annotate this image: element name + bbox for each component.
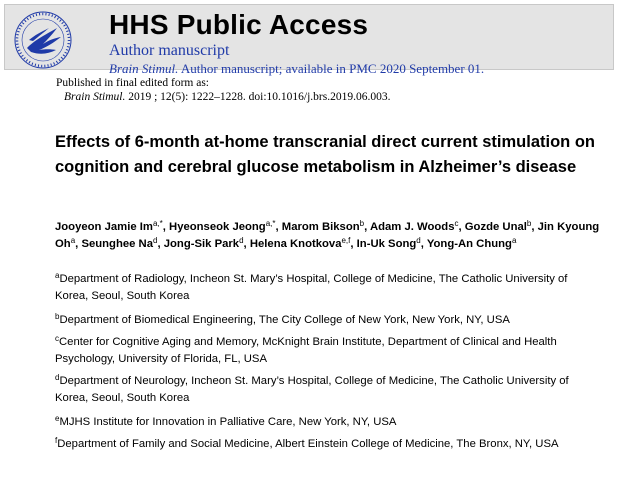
hhs-title: HHS Public Access (109, 9, 369, 40)
author-manuscript-label: Author manuscript (109, 42, 230, 59)
author: Jong-Sik Park$^d$, (163, 236, 250, 250)
note-rest: Author manuscript; available in PMC 2020 September 01. (178, 61, 485, 76)
note-journal: Brain Stimul. (109, 61, 179, 76)
hhs-eagle-seal-icon (13, 10, 73, 70)
affiliation-e: $^e$MJHS Institute for Innovation in Palliative Care, New York, NY, USA (55, 414, 397, 428)
author: In-Uk Song$^d$, (356, 236, 427, 250)
author: Gozde Unal$^b$, (464, 219, 538, 233)
author: Helena Knotkova$^{e,f}$, (249, 236, 357, 250)
author: Jooyeon Jamie $Im^{a,*}$, (55, 219, 170, 233)
author: Marom Bikson$^b$, (281, 219, 370, 233)
published-label: Published in final edited form as: (56, 77, 209, 89)
affiliation-c: $^c$Center for Cognitive Aging and Memory, McKnight Brain Institute, Department of Clinical and Health Psychology, University of Florida, FL, USA (55, 334, 557, 365)
citation-details: 2019 ; 12(5): 1222–1228. doi:10.1016/j.brs.2019.06.003. (125, 91, 391, 103)
author: Seunghee Na$^d$, (81, 236, 164, 250)
paper-title: Effects of 6-month at-home transcranial direct current stimulation on cognition and cerebral glucose metabolism in Alzheimer’s disease (55, 133, 595, 176)
author-list (55, 219, 615, 253)
citation-line (64, 91, 390, 103)
citation-journal: Brain Stimul. (64, 91, 126, 103)
author: Jin Kyoung Oh$^a$, (55, 221, 600, 250)
affiliation-d: $^d$Department of Neurology, Incheon St. Mary’s Hospital, College of Medicine, The Catholic University of Korea, Seoul, South Korea (55, 373, 569, 404)
author: Yong-An Chung$^a$ (426, 236, 517, 250)
affiliation-b: $^b$Department of Biomedical Engineering, The City College of New York, New York, NY, USA (55, 312, 510, 326)
affiliation-a: $^a$Department of Radiology, Incheon St. Mary’s Hospital, College of Medicine, The Catholic University of Korea, Seoul, South Korea (55, 271, 568, 302)
author: Adam J. Woods$^c$, (369, 219, 465, 233)
availability-note (109, 61, 484, 77)
hhs-public-access-banner (4, 4, 614, 76)
author: Hyeonseok Jeong$^{a,*}$, (169, 219, 282, 233)
affiliation-f: $^f$Department of Family and Social Medicine, Albert Einstein College of Medicine, The Bronx, NY, USA (55, 436, 559, 450)
